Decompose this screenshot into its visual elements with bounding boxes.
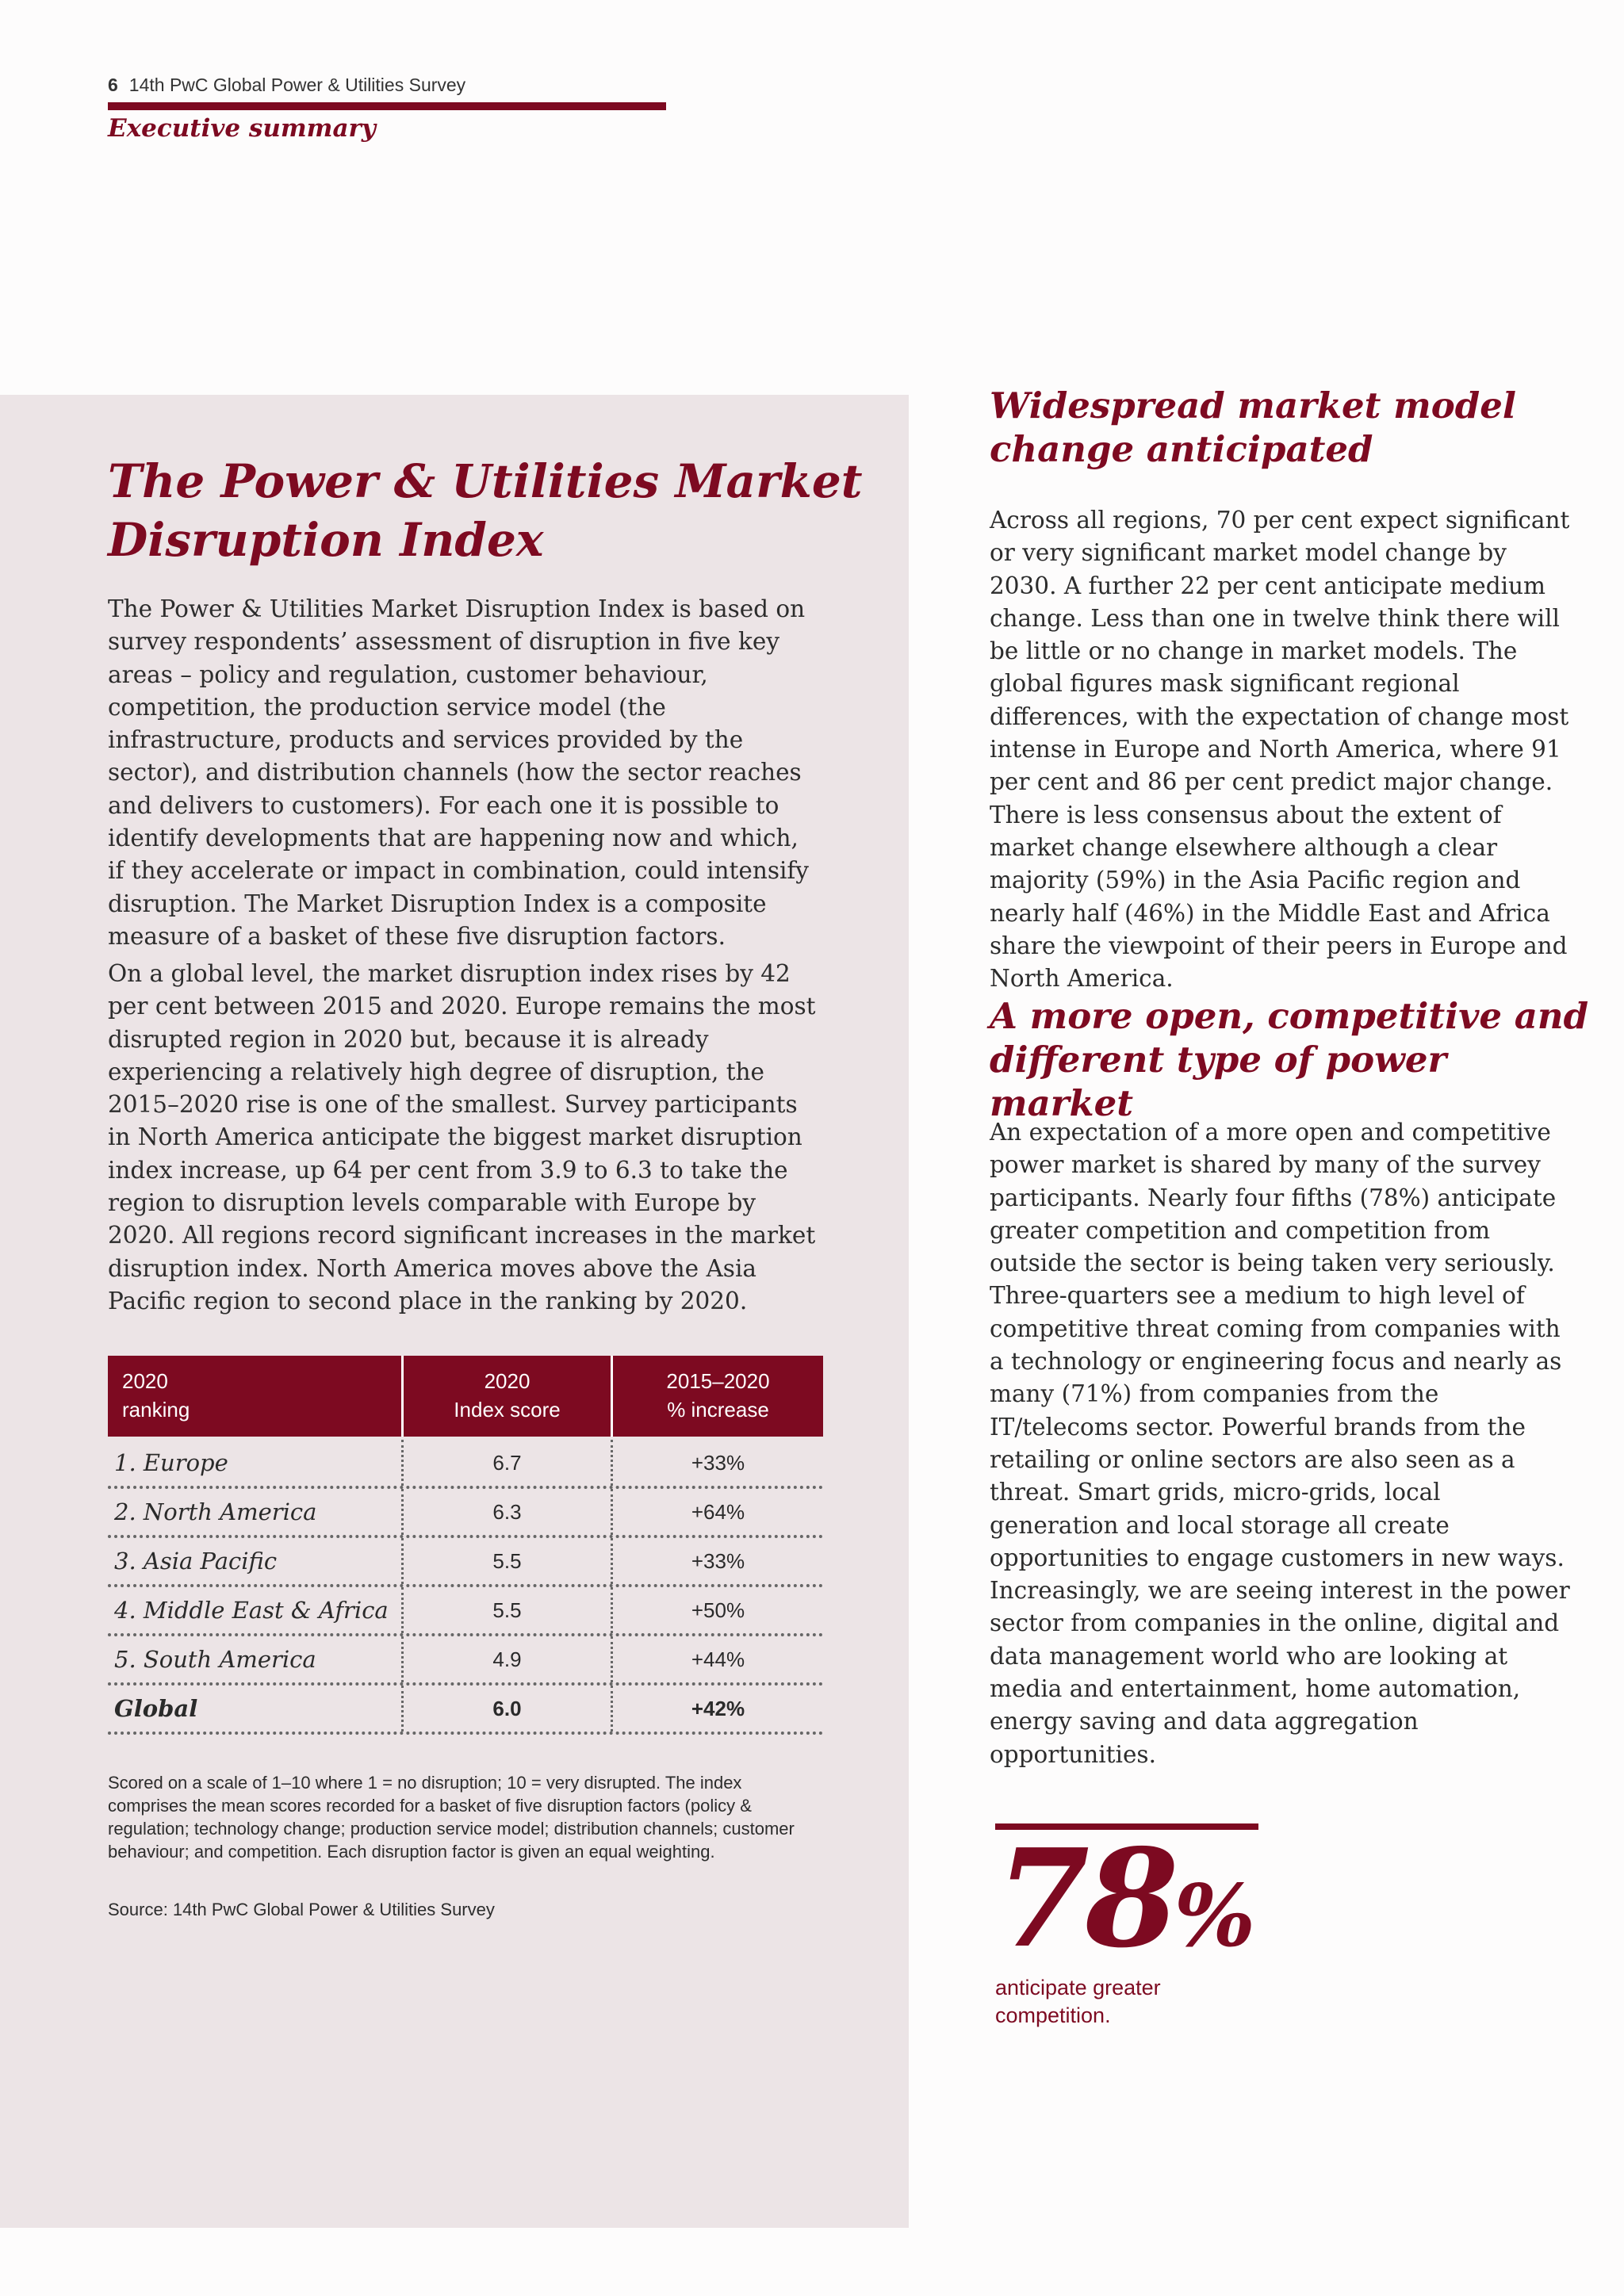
cell-score: 6.0 <box>401 1686 611 1732</box>
heading-market-model-change: Widespread market model change anticipated <box>990 385 1516 470</box>
index-paragraph-2: On a global level, the market disruption index rises by 42 per cent between 2015 and 2020. Europe remains the most disrupted region in 2020 but, because it is already experiencing a relatively high degree of disruption, the 2015–2020 rise is one of the smallest. Survey participants in North America anticipate the biggest market disruption index increase, up 64 per cent from 3.9 to 6.3 to take the region to disruption levels comparable with Europe by 2020. All regions record significant increases in the market disruption index. North America moves above the Asia Pacific region to second place in the ranking by 2020. <box>108 960 816 1314</box>
cell-ranking: 2. North America <box>114 1498 317 1525</box>
cell-ranking: 1. Europe <box>114 1449 228 1476</box>
table-source: Source: 14th PwC Global Power & Utilities Survey <box>108 1900 495 1919</box>
cell-increase: +33% <box>611 1538 823 1584</box>
table-header <box>108 1356 823 1437</box>
header-rule <box>108 102 666 110</box>
table-row <box>108 1440 823 1489</box>
cell-increase: +44% <box>611 1636 823 1682</box>
table-note: Scored on a scale of 1–10 where 1 = no disruption; 10 = very disrupted. The index comprises the mean scores recorded for a basket of five disruption factors (policy & regulation; technology change; production service model; distribution channels; customer behaviour; and competition. Each disruption factor is given an equal weighting. <box>108 1773 795 1862</box>
table-row <box>108 1538 823 1587</box>
stat-figure <box>996 1820 1256 1984</box>
publication-title: 14th PwC Global Power & Utilities Survey <box>128 75 466 95</box>
header-index-score: 2020 Index score <box>401 1356 611 1437</box>
cell-score: 5.5 <box>401 1587 611 1633</box>
cell-increase: +33% <box>611 1440 823 1486</box>
cell-increase: +50% <box>611 1587 823 1633</box>
stat-unit: % <box>1174 1866 1256 1966</box>
table-row-global <box>108 1686 823 1735</box>
index-paragraph-1: The Power & Utilities Market Disruption Index is based on survey respondents’ assessment of disruption in five key areas – policy and regulation, customer behaviour, competition, the production service model (the infrastructure, products and services provided by the sector), and distribution channels (how the sector reaches and delivers to customers). For each one it is possible to identify developments that are happening now and which, if they accelerate or impact in combination, could intensify disruption. The Market Disruption Index is a composite measure of a basket of these five disruption factors. <box>108 595 809 950</box>
cell-ranking: 3. Asia Pacific <box>114 1548 278 1575</box>
heading-competitive-market: A more open, competitive and different type of power market <box>990 995 1589 1124</box>
paragraph-market-model-change: Across all regions, 70 per cent expect significant or very significant market model change by 2030. A further 22 per cent anticipate medium change. Less than one in twelve think there will be little or no change in market models. The global figures mask significant regional differences, with the expectation of change most intense in Europe and North America, where 91 per cent and 86 per cent predict major change. There is less consensus about the extent of market change elsewhere although a clear majority (59%) in the Asia Pacific region and nearly half (46%) in the Middle East and Africa share the viewpoint of their peers in Europe and North America. <box>990 507 1570 993</box>
table-row <box>108 1489 823 1538</box>
cell-score: 4.9 <box>401 1636 611 1682</box>
section-title: Executive summary <box>108 114 376 143</box>
cell-score: 5.5 <box>401 1538 611 1584</box>
cell-ranking: Global <box>114 1695 198 1722</box>
running-header <box>108 75 465 96</box>
table-body <box>108 1440 823 1735</box>
paragraph-competitive-market: An expectation of a more open and competitive power market is shared by many of the survey participants. Nearly four fifths (78%) anticipate greater competition and competition from outside the sector is being taken very seriously. Three-quarters see a medium to high level of competitive threat coming from companies with a technology or engineering focus and nearly as many (71%) from companies from the IT/telecoms sector. Powerful brands from the retailing or online sectors are also seen as a threat. Smart grids, micro-grids, local generation and local storage all create opportunities to engage customers in new ways. Increasingly, we are seeing interest in the power sector from companies in the online, digital and data management world who are looking at media and entertainment, home automation, energy saving and data aggregation opportunities. <box>990 1119 1570 1768</box>
table-row <box>108 1636 823 1686</box>
index-title: The Power & Utilities Market Disruption Index <box>108 454 863 567</box>
cell-ranking: 5. South America <box>114 1646 316 1673</box>
stat-caption: anticipate greater competition. <box>995 1976 1161 2027</box>
disruption-index-table <box>108 1356 823 1735</box>
cell-increase: +42% <box>611 1686 823 1732</box>
cell-score: 6.7 <box>401 1440 611 1486</box>
header-percent-increase: 2015–2020 % increase <box>611 1356 823 1437</box>
header-ranking: 2020 ranking <box>122 1369 190 1422</box>
cell-score: 6.3 <box>401 1489 611 1535</box>
cell-ranking: 4. Middle East & Africa <box>114 1597 389 1624</box>
page-number: 6 <box>108 75 118 95</box>
cell-increase: +64% <box>611 1489 823 1535</box>
stat-number: 78 <box>996 1820 1174 1978</box>
table-row <box>108 1587 823 1636</box>
